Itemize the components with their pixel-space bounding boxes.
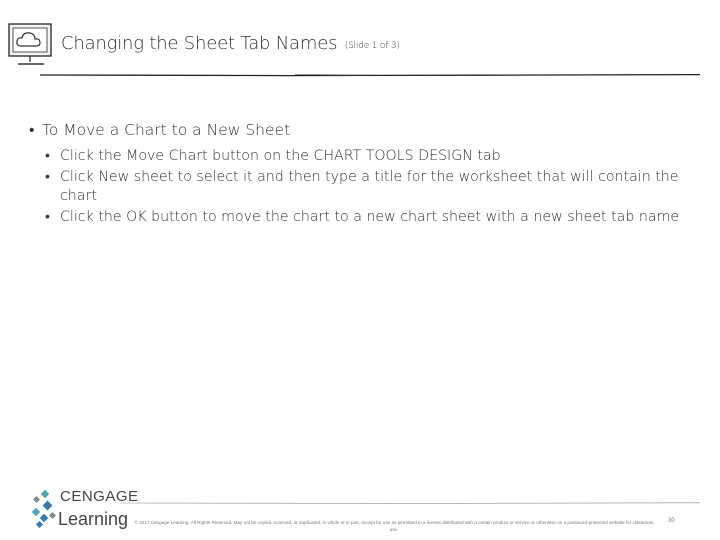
title-divider (40, 70, 700, 80)
page-title (61, 33, 400, 54)
list-item: • Click the OK button to move the chart to a new chart sheet with a new sheet tab name (45, 208, 693, 227)
list-item: • Click the Move Chart button on the CHART TOOLS DESIGN tab (45, 147, 693, 166)
bullet-list (45, 147, 693, 227)
footer-divider (120, 500, 700, 506)
cloud-computer-icon (6, 20, 56, 70)
copyright-notice: © 2017 Cengage Learning. All Rights Reserved. May not be copied, scanned, or duplicated, in whole or in part, except for use as permitted in a license distributed with a certain product or service or otherwise on a password-protected website for classroom use. (134, 520, 654, 532)
title-text: Changing the Sheet Tab Names (61, 33, 338, 54)
bullet-heading: • To Move a Chart to a New Sheet (28, 120, 693, 140)
slide-number: 30 (668, 518, 675, 524)
list-item: • Click New sheet to select it and then type a title for the worksheet that will contain the chart (45, 168, 693, 206)
slide-content (28, 120, 693, 229)
title-subtitle: (Slide 1 of 3) (344, 41, 400, 51)
brand-learning: Learning (58, 509, 129, 529)
brand-cengage: CENGAGE (60, 488, 139, 505)
